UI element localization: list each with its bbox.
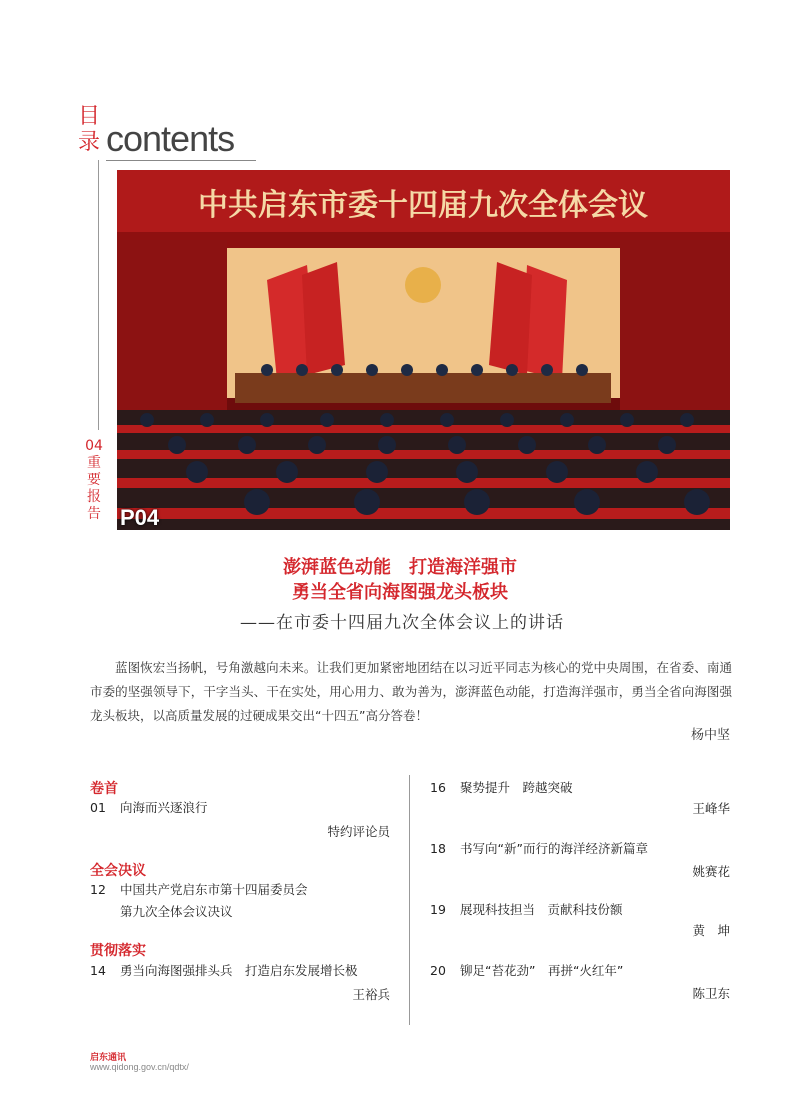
toc-item-num: 18 [430,841,446,856]
toc-item-author: 王峰华 [692,801,730,816]
toc-item[interactable] [430,777,573,799]
toc-item-title: 中国共产党启东市第十四届委员会 [120,882,308,897]
article-lead: 蓝图恢宏当扬帆，号角激越向未来。让我们更加紧密地团结在以习近平同志为核心的党中央周围，在省委、南通市委的坚强领导下，干字当头、干在实处，用心用力、敢为善为，澎湃蓝色动能，打造海洋强市，勇当全省向海图强龙头板块，以高质量发展的过硬成果交出“十四五”高分答卷！ [90,660,732,723]
toc-item-num: 16 [430,780,446,795]
toc-item[interactable] [430,960,623,982]
toc-item-title: 聚势提升 跨越突破 [460,780,573,795]
section-heading: 卷首 [90,781,118,797]
toc-item-title: 向海而兴逐浪行 [120,800,208,815]
footer-url[interactable]: www.qidong.gov.cn/qdtx/ [90,1062,189,1072]
toc-item-num: 19 [430,902,446,917]
toc-divider [409,775,410,1025]
toc-item[interactable] [90,960,358,982]
toc-item[interactable] [430,838,648,860]
toc-item-author: 王裕兵 [352,987,390,1002]
toc-item[interactable] [430,899,623,921]
toc-item-num: 20 [430,963,446,978]
banner-text: 中共启东市委十四届九次全体会议 [198,188,648,223]
toc-item-num: 01 [90,800,106,815]
toc-item-title: 铆足“苔花劲” 再拼“火红年” [460,963,624,978]
toc-item-author: 姚赛花 [692,864,730,879]
side-label: 04重要报告 [85,438,103,522]
toc-item-title: 勇当向海图强排头兵 打造启东发展增长极 [120,963,358,978]
meeting-photo [117,170,730,530]
toc-item[interactable] [90,797,208,819]
toc-item-author: 特约评论员 [327,824,390,839]
section-heading: 全会决议 [90,863,146,879]
footer-brand: 启东通讯 [90,1053,127,1063]
toc-item-author: 黄 坤 [692,923,730,938]
toc-item-num: 12 [90,882,106,897]
toc-item-title: 展现科技担当 贡献科技份额 [460,902,623,917]
article-title-line1[interactable]: 澎湃蓝色动能 打造海洋强市 [283,557,517,578]
meeting-photo-drawing [117,170,730,530]
section-heading: 贯彻落实 [90,943,146,959]
header-contents: contents [106,118,235,159]
article-subtitle: ——在市委十四届九次全体会议上的讲话 [240,613,564,633]
page-badge: P04 [120,505,160,530]
toc-item-num: 14 [90,963,106,978]
article-author: 杨中坚 [690,728,730,743]
toc-item[interactable] [90,879,308,901]
side-line [98,160,99,430]
toc-item-author: 陈卫东 [692,986,730,1001]
header-mulu: 目录 [78,104,101,155]
article-title-line2[interactable]: 勇当全省向海图强龙头板块 [292,582,508,603]
toc-item-title: 书写向“新”而行的海洋经济新篇章 [460,841,648,856]
toc-item-title-cont[interactable]: 第九次全体会议决议 [120,904,233,919]
header-rule [106,160,256,161]
